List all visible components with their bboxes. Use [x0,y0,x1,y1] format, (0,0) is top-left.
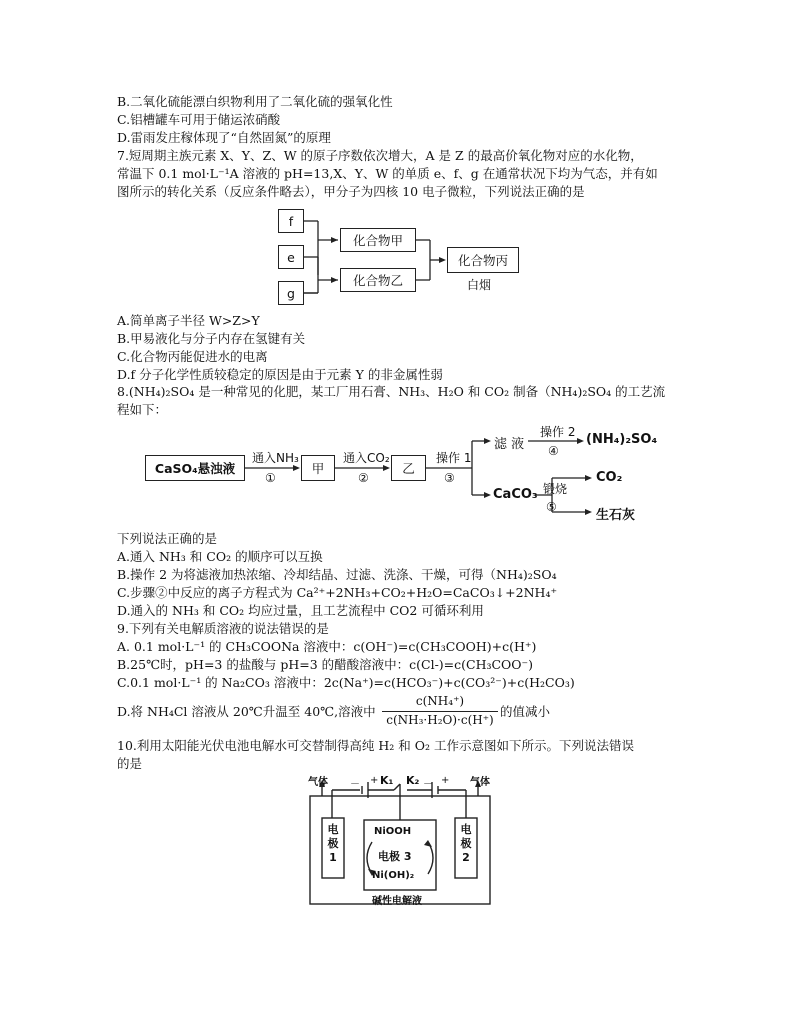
flow-step2-number: ② [358,471,369,485]
flow-step5-number: ⑤ [546,500,557,514]
q9-option-b: B.25℃时，pH=3 的盐酸与 pH=3 的醋酸溶液中：c(Cl-)=c(CH₃COO⁻) [117,657,534,672]
flow-step4-number: ④ [548,444,559,458]
flow-step1-number: ① [265,471,276,485]
battery2-minus: － [423,779,433,790]
white-smoke-label: 白烟 [467,278,492,292]
q9-option-a: A. 0.1 mol·L⁻¹ 的 CH₃COONa 溶液中：c(OH⁻)=c(CH₃COOH)+c(H⁺) [117,639,537,654]
gas-left-label: 气体 [308,777,328,788]
flow-jia-box: 甲 [301,455,335,481]
nioh2-label: Ni(OH)₂ [372,870,415,881]
flow-product-label: (NH₄)₂SO₄ [586,432,658,447]
flow-step2-label: 通入CO₂ [343,451,390,465]
flow-filtrate-label: 滤 液 [494,437,525,452]
q9-fraction-numerator: c(NH₄⁺) [415,694,465,708]
q7-stem-line1: 7.短周期主族元素 X、Y、Z、W 的原子序数依次增大，A 是 Z 的最高价氧化物对应的水化物， [117,148,643,163]
flow-step4-label: 操作 2 [540,425,576,439]
q9-option-c: C.0.1 mol·L⁻¹ 的 Na₂CO₃ 溶液中：2c(Na⁺)=c(HCO₃⁻)+c(CO₃²⁻)+c(H₂CO₃) [117,675,575,690]
switch-k1-label: K₁ [380,774,394,787]
flow-caco3-label: CaCO₃ [493,487,538,502]
flow-co2-label: CO₂ [596,470,623,485]
q9-stem: 9.下列有关电解质溶液的说法错误的是 [117,621,329,636]
q8-option-b: B.操作 2 为将滤液加热浓缩、冷却结晶、过滤、洗涤、干燥，可得（NH₄)₂SO₄ [117,567,557,582]
compound-yi-box: 化合物乙 [340,268,416,292]
q6-option-d: D.雷雨发庄稼体现了“自然固氮”的原理 [117,130,331,145]
battery2-plus: + [441,775,450,786]
q7-option-c: C.化合物丙能促进水的电离 [117,349,268,364]
q8-option-d: D.通入的 NH₃ 和 CO₂ 均应过量，且工艺流程中 CO2 可循环利用 [117,603,484,618]
gas-right-label: 气体 [470,777,490,788]
q9-option-d-prefix: D.将 NH₄Cl 溶液从 20℃升温至 40℃,溶液中 [117,704,376,719]
q10-stem-line1: 10.利用太阳能光伏电池电解水可交替制得高纯 H₂ 和 O₂ 工作示意图如下所示。下列说法错误 [117,738,634,753]
electrode-3-label: 电极 3 [378,850,412,863]
flow-step3-number: ③ [444,471,455,485]
q10-stem-line2: 的是 [117,756,143,771]
flow-step3-label: 操作 1 [436,451,472,465]
compound-jia-box: 化合物甲 [340,228,416,252]
flow-step1-label: 通入NH₃ [252,451,299,465]
q9-fraction-denominator: c(NH₃·H₂O)·c(H⁺) [386,713,494,727]
electrode-2-label: 电 极 2 [460,823,472,864]
q8-option-a: A.通入 NH₃ 和 CO₂ 的顺序可以互换 [117,549,323,564]
element-f-box: f [278,209,304,233]
q6-option-b: B.二氧化硫能漂白织物利用了二氧化硫的强氧化性 [117,94,393,109]
q7-option-b: B.甲易液化与分子内存在氢键有关 [117,331,306,346]
element-g-box: g [278,281,304,305]
q8-option-c: C.步骤②中反应的离子方程式为 Ca²⁺+2NH₃+CO₂+H₂O=CaCO₃↓+2NH₄⁺ [117,585,558,600]
q8-question: 下列说法正确的是 [117,531,218,546]
q7-option-a: A.简单离子半径 W>Z>Y [117,313,260,328]
flow-step5-label: 锻烧 [543,482,568,496]
q8-stem-line1: 8.(NH₄)₂SO₄ 是一种常见的化肥，某工厂用石膏、NH₃、H₂O 和 CO₂ 制备（NH₄)₂SO₄ 的工艺流 [117,384,666,399]
battery1-plus: + [370,775,379,786]
q9-option-d-suffix: 的值减小 [500,704,551,719]
q6-option-c: C.铝槽罐车可用于储运浓硝酸 [117,112,281,127]
battery1-minus: － [350,779,360,790]
niooh-label: NiOOH [374,826,412,837]
switch-k2-label: K₂ [406,774,420,787]
element-e-box: e [278,245,304,269]
electrolyte-label: 碱性电解液 [372,896,422,907]
q8-stem-line2: 程如下： [117,402,168,417]
q7-option-d: D.f 分子化学性质较稳定的原因是由于元素 Y 的非金属性弱 [117,367,443,382]
q7-stem-line2: 常温下 0.1 mol·L⁻¹A 溶液的 pH=13,X、Y、W 的单质 e、f、g 在通常状况下均为气态，并有如 [117,166,658,181]
flow-start-box: CaSO₄悬浊液 [145,455,245,481]
compound-bing-box: 化合物丙 [447,247,519,273]
electrode-1-label: 电 极 1 [327,823,339,864]
q7-stem-line3: 图所示的转化关系（反应条件略去），甲分子为四核 10 电子微粒，下列说法正确的是 [117,184,585,199]
flow-lime-label: 生石灰 [596,508,636,523]
flow-yi-box: 乙 [391,455,426,481]
